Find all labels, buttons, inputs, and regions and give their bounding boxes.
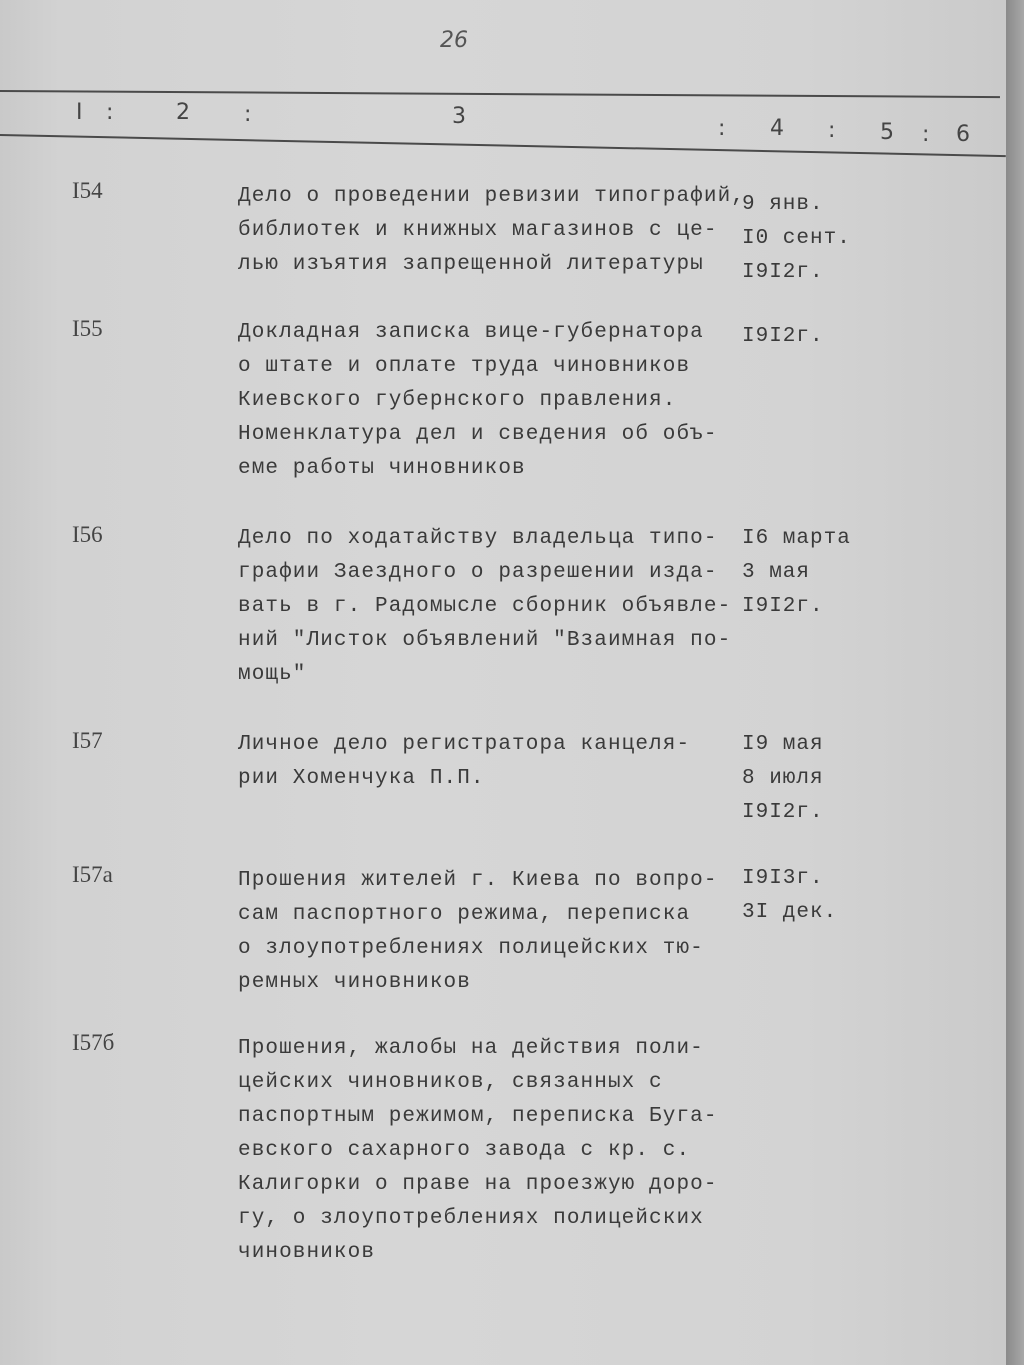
column-separator: : (106, 100, 114, 125)
entry-title: Дело по ходатайству владельца типо- графии Заездного о разрешении изда- вать в г. Радомысле сборник объявле- ний "Листок объявлений "Взаимная по- мощь" (238, 527, 732, 686)
column-6-number: 6 (956, 122, 970, 147)
entry-number: I54 (72, 178, 103, 203)
entry-dates: I9I3г. 3I дек. (742, 867, 838, 924)
column-4-number: 4 (770, 116, 784, 141)
entry-title: Личное дело регистратора канцеля- рии Хоменчука П.П. (238, 733, 691, 790)
column-separator: : (922, 122, 930, 147)
page-number: 26 (440, 28, 468, 53)
column-2-number: 2 (176, 100, 190, 125)
header-bottom-rule (0, 134, 1006, 157)
entry-title: Прошения, жалобы на действия поли- цейских чиновников, связанных с паспортным режимом, переписка Буга- евского сахарного завода с кр. с. Калигорки о праве на проезжую доро- гу, о злоупотреблениях полицейских чиновников (238, 1037, 718, 1264)
entry-title: Дело о проведении ревизии типографий, библиотек и книжных магазинов с це- лью изъятия запрещенной литературы (238, 185, 745, 276)
column-separator: : (718, 116, 726, 141)
entry-number: I57 (72, 728, 103, 753)
column-1-number: I (76, 100, 83, 125)
entry-dates: 9 янв. I0 сент. I9I2г. (742, 193, 851, 284)
entry-title: Прошения жителей г. Киева по вопро- сам паспортного режима, переписка о злоупотреблениях полицейских тю- ремных чиновников (238, 869, 718, 994)
entry-dates: I6 марта 3 мая I9I2г. (742, 527, 851, 618)
header-top-rule (0, 90, 1000, 98)
entry-number: I57а (72, 862, 113, 887)
column-separator: : (244, 102, 252, 127)
entry-number: I57б (72, 1030, 115, 1055)
page-edge-shadow (1006, 0, 1024, 1365)
entry-number: I55 (72, 316, 103, 341)
entry-dates: I9I2г. (742, 325, 824, 348)
column-3-number: 3 (452, 104, 466, 129)
column-separator: : (828, 118, 836, 143)
entry-dates: I9 мая 8 июля I9I2г. (742, 733, 824, 824)
entry-title: Докладная записка вице-губернатора о штате и оплате труда чиновников Киевского губернского правления. Номенклатура дел и сведения об объ- еме работы чиновников (238, 321, 718, 480)
entry-number: I56 (72, 522, 103, 547)
column-5-number: 5 (880, 120, 894, 145)
